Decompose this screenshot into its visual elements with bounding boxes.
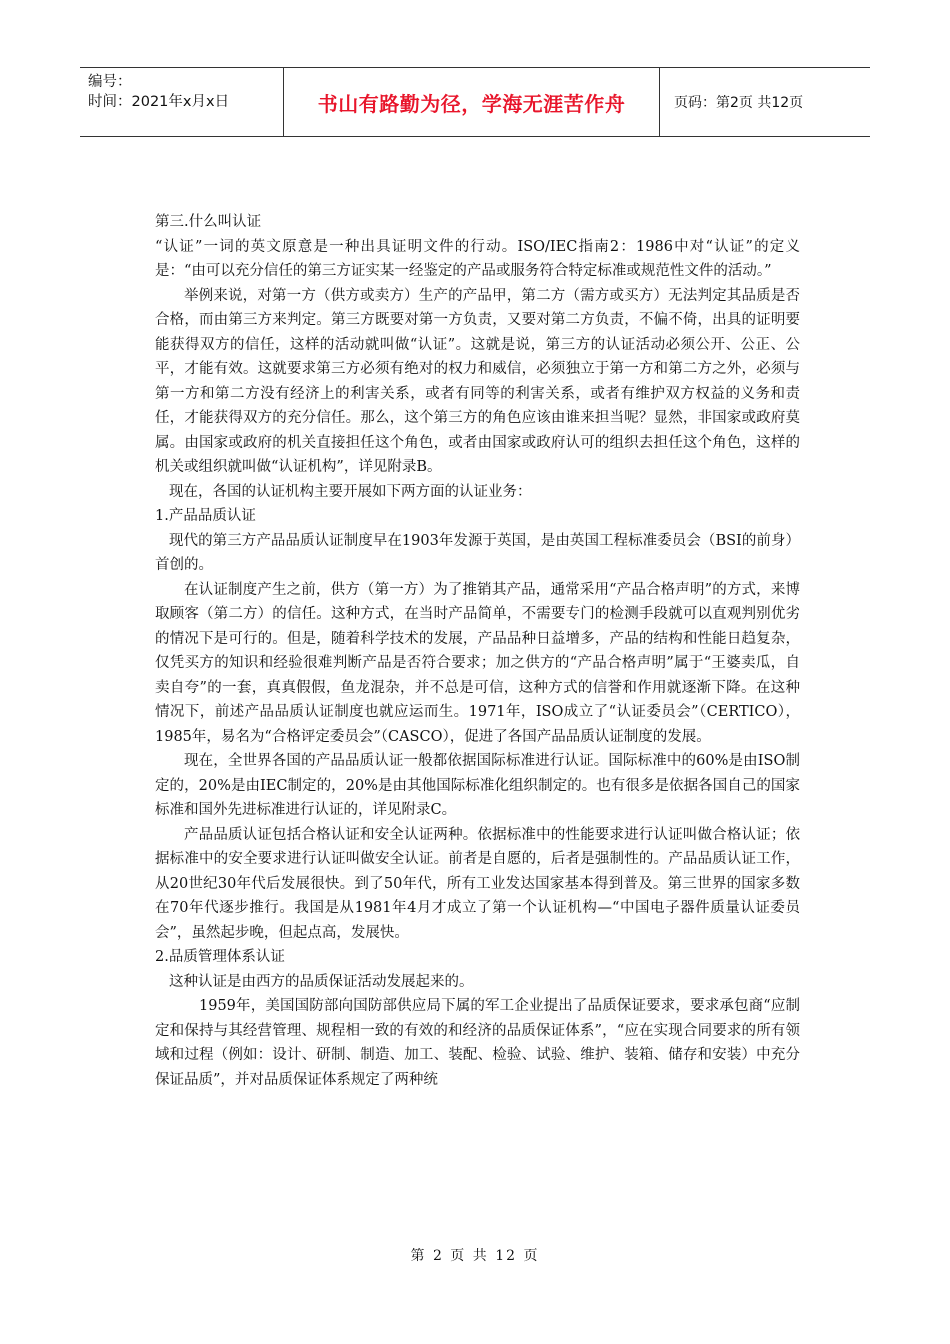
paragraph: 现在，全世界各国的产品品质认证一般都依据国际标准进行认证。国际标准中的60%是由ISO制定的，20%是由IEC制定的，20%是由其他国际标准化组织制定的。也有很多是依据各国自己的国家标准和国外先进标准进行认证的，详见附录C。 [155,753,800,818]
document-number-label: 编号： [88,74,132,90]
document-date: 时间：2021年x月x日 [88,94,230,110]
paragraph: “认证”一词的英文原意是一种出具证明文件的行动。ISO/IEC指南2：1986中对“认证”的定义是：“由可以充分信任的第三方证实某一经鉴定的产品或服务符合特定标准或规范性文件的活动。” [155,238,800,279]
paragraph: 1959年，美国国防部向国防部供应局下属的军工企业提出了品质保证要求，要求承包商“应制定和保持与其经营管理、规程相一致的有效的和经济的品质保证体系”，“应在实现合同要求的所有领域和过程（例如：设计、研制、制造、加工、装配、检验、试验、维护、装箱、储存和安装）中充分保证品质”，并对品质保证体系规定了两种统 [155,998,800,1088]
paragraph: 在认证制度产生之前，供方（第一方）为了推销其产品，通常采用“产品合格声明”的方式，来博取顾客（第二方）的信任。这种方式，在当时产品简单，不需要专门的检测手段就可以直观判别优劣的情况下是可行的。但是，随着科学技术的发展，产品品种日益增多，产品的结构和性能日趋复杂，仅凭买方的知识和经验很难判断产品是否符合要求；加之供方的“产品合格声明”属于“王婆卖瓜，自卖自夸”的一套，真真假假，鱼龙混杂，并不总是可信，这种方式的信誉和作用就逐渐下降。在这种情况下，前述产品品质认证制度也就应运而生。1971年，ISO成立了“认证委员会”（CERTICO），1985年，易名为“合格评定委员会”（CASCO），促进了各国产品品质认证制度的发展。 [155,581,800,745]
subsection-title: 2.品质管理体系认证 [155,949,285,965]
page-footer: 第 2 页 共 12 页 [410,1248,540,1264]
header-page-info: 页码：第2页 共12页 [674,95,804,111]
document-body [155,210,800,1092]
subsection-title: 1.产品品质认证 [155,508,256,524]
paragraph: 产品品质认证包括合格认证和安全认证两种。依据标准中的性能要求进行认证叫做合格认证；依据标准中的安全要求进行认证叫做安全认证。前者是自愿的，后者是强制性的。产品品质认证工作，从20世纪30年代后发展很快。到了50年代，所有工业发达国家基本得到普及。第三世界的国家多数在70年代逐步推行。我国是从1981年4月才成立了第一个认证机构—“中国电子器件质量认证委员会”，虽然起步晚，但起点高，发展快。 [155,826,800,941]
paragraph: 现在，各国的认证机构主要开展如下两方面的认证业务： [169,483,532,500]
paragraph: 现代的第三方产品品质认证制度早在1903年发源于英国，是由英国工程标准委员会（BSI的前身）首创的。 [155,532,800,573]
page-header [80,67,870,137]
section-title: 第三.什么叫认证 [155,214,262,230]
header-meta [80,68,284,136]
paragraph: 这种认证是由西方的品质保证活动发展起来的。 [169,973,474,990]
header-motto: 书山有路勤为径，学海无涯苦作舟 [284,68,660,136]
paragraph: 举例来说，对第一方（供方或卖方）生产的产品甲，第二方（需方或买方）无法判定其品质是否合格，而由第三方来判定。第三方既要对第一方负责，又要对第二方负责，不偏不倚，出具的证明要能获得双方的信任，这样的活动就叫做“认证”。这就是说，第三方的认证活动必须公开、公正、公平，才能有效。这就要求第三方必须有绝对的权力和威信，必须独立于第一方和第二方之外，必须与第一方和第二方没有经济上的利害关系，或者有同等的利害关系，或者有维护双方权益的义务和责任，才能获得双方的充分信任。那么，这个第三方的角色应该由谁来担当呢？显然，非国家或政府莫属。由国家或政府的机关直接担任这个角色，或者由国家或政府认可的组织去担任这个角色，这样的机关或组织就叫做“认证机构”，详见附录B。 [155,287,800,475]
